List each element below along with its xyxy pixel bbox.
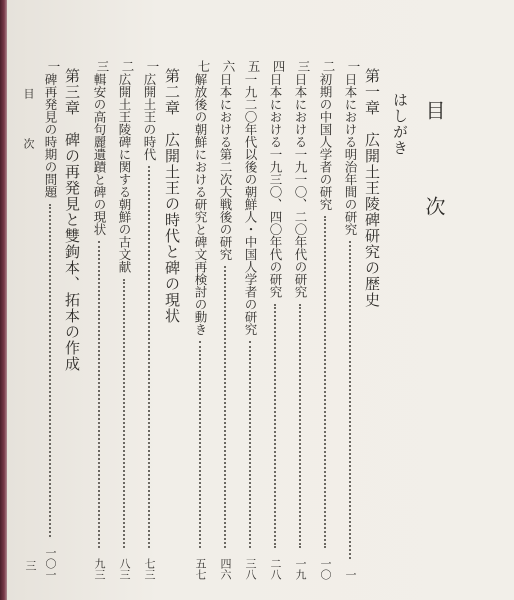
toc-entry: [38, 60, 62, 580]
toc-entry: [263, 60, 287, 580]
leader-dots: [123, 279, 125, 549]
entry-number: 三: [296, 60, 311, 73]
leader-dots: [148, 166, 150, 548]
entry-title: 一九二〇年代以後の朝鮮人・中国人学者の研究: [243, 72, 258, 335]
toc-entry: [87, 60, 111, 580]
entry-number: 四: [271, 60, 286, 73]
entry-title: 広開土王の時代: [142, 72, 157, 160]
entry-title: 初期の中国人学者の研究: [318, 72, 333, 210]
chapter-title: 広開土王の時代と碑の現状: [163, 132, 181, 324]
toc-entry: [313, 60, 337, 580]
entry-number: 七: [196, 60, 211, 73]
chapter-2-heading: [162, 68, 183, 324]
entry-page: 四六: [219, 558, 232, 580]
leader-dots: [98, 241, 100, 548]
entry-title: 輯安の高句麗遺蹟と碑の現状: [92, 72, 107, 235]
book-binding-edge: [0, 0, 7, 600]
chapter-3-heading: [62, 68, 83, 372]
chapter-1-heading: [362, 68, 383, 308]
entry-title: 日本における第二次大戦後の研究: [218, 72, 233, 260]
entry-page: 八三: [118, 558, 131, 580]
leader-dots: [324, 216, 326, 548]
entry-number: 三: [95, 60, 110, 73]
leader-dots: [49, 204, 51, 538]
entry-page: 五七: [194, 558, 207, 580]
page-title: 目 次: [422, 100, 446, 244]
toc-entry: [338, 60, 362, 580]
entry-title: 碑再発見の時期の問題: [43, 72, 58, 198]
entry-number: 一: [145, 60, 160, 73]
toc-entry: [213, 60, 237, 580]
chapter-label: 第一章: [363, 68, 381, 116]
leader-dots: [299, 304, 301, 549]
leader-dots: [249, 341, 251, 548]
entry-number: 一: [46, 60, 61, 73]
entry-number: 二: [321, 60, 336, 73]
entry-page: 一〇一: [44, 547, 57, 580]
entry-title: 広開土王陵碑に関する朝鮮の古文献: [117, 72, 132, 273]
entry-page: 一〇: [319, 558, 332, 580]
entry-page: 九三: [93, 558, 106, 580]
entry-page: 一: [344, 569, 357, 580]
entry-page: 二八: [269, 558, 282, 580]
toc-entry: [288, 60, 312, 580]
toc-entry: [112, 60, 136, 580]
page-number: 三: [24, 560, 37, 571]
entry-title: 日本における明治年間の研究: [343, 72, 358, 235]
entry-title: 日本における一九三〇、四〇年代の研究: [268, 72, 283, 298]
chapter-title: 広開土王陵碑研究の歴史: [363, 132, 381, 308]
chapter-title: 碑の再発見と雙鉤本、拓本の作成: [63, 132, 81, 372]
leader-dots: [274, 304, 276, 549]
toc-preface: はしがき: [391, 92, 409, 156]
entry-title: 日本における一九一〇、二〇年代の研究: [293, 72, 308, 298]
running-head: 目 次: [22, 88, 35, 163]
entry-number: 一: [346, 60, 361, 73]
entry-number: 五: [246, 60, 261, 73]
toc-entry: [188, 60, 212, 580]
entry-number: 六: [221, 60, 236, 73]
entry-title: 解放後の朝鮮における研究と碑文再検討の動き: [193, 72, 208, 335]
leader-dots: [349, 241, 351, 559]
toc-entry: [238, 60, 262, 580]
entry-number: 二: [120, 60, 135, 73]
toc-entry: [137, 60, 161, 580]
leader-dots: [224, 266, 226, 548]
chapter-label: 第二章: [163, 68, 181, 116]
entry-page: 一九: [294, 558, 307, 580]
leader-dots: [199, 341, 201, 548]
chapter-label: 第三章: [63, 68, 81, 116]
entry-page: 三八: [244, 558, 257, 580]
entry-page: 七三: [143, 558, 156, 580]
